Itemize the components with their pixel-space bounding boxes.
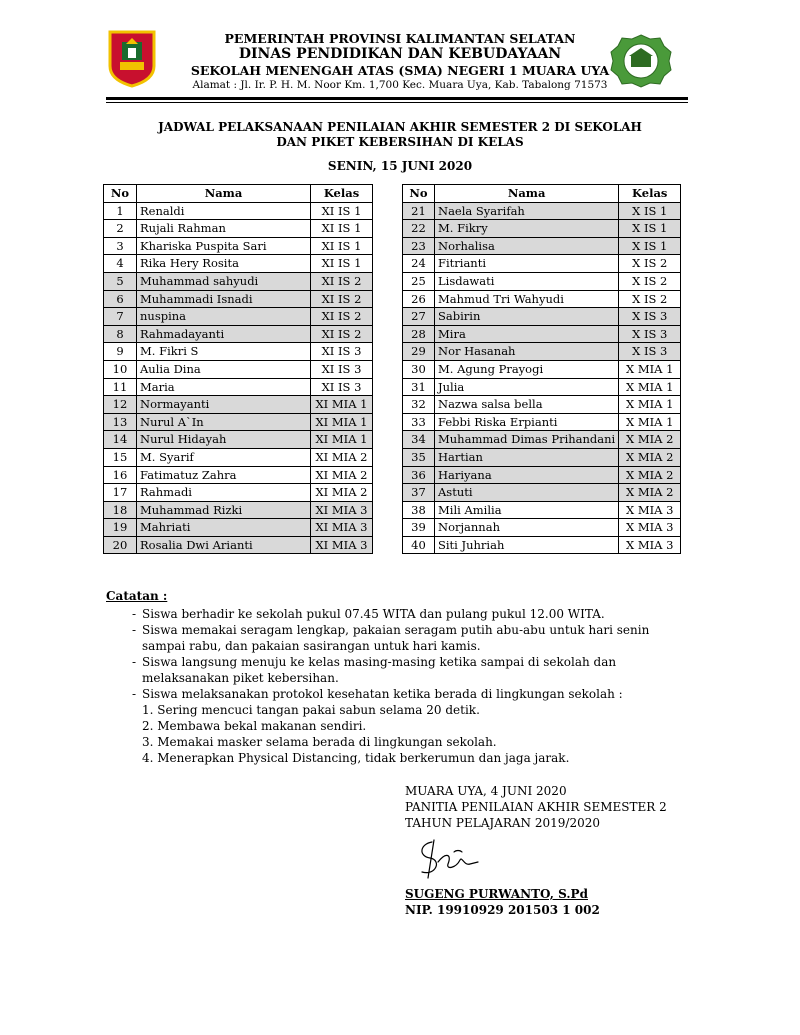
student-class: XI IS 1 [311,255,373,273]
note-item: - Siswa langsung menuju ke kelas masing-masing ketika sampai di sekolah dan melaksanakan piket kebersihan. [106,654,696,686]
row-number: 27 [403,308,435,326]
table-row [104,413,373,431]
student-class: X MIA 2 [619,484,681,502]
table-row [104,308,373,326]
student-name: Mili Amilia [435,501,619,519]
table-row [403,308,681,326]
student-name: Nurul A`In [137,413,311,431]
student-class: XI MIA 1 [311,413,373,431]
student-class: XI IS 2 [311,290,373,308]
notes-heading: Catatan : [106,589,168,603]
student-name: Normayanti [137,396,311,414]
column-header-no: No [104,185,137,203]
note-item: - Siswa memakai seragam lengkap, pakaian seragam putih abu-abu untuk hari senin sampai rabu, dan pakaian sasirangan untuk hari kamis. [106,622,696,654]
row-number: 21 [403,202,435,220]
student-class: X IS 3 [619,343,681,361]
student-name: Mahriati [137,519,311,537]
student-name: Naela Syarifah [435,202,619,220]
student-class: XI IS 3 [311,360,373,378]
column-header-nama: Nama [137,185,311,203]
table-row [403,237,681,255]
row-number: 18 [104,501,137,519]
row-number: 15 [104,448,137,466]
student-class: X MIA 3 [619,501,681,519]
student-class: X MIA 1 [619,378,681,396]
student-class: XI IS 1 [311,237,373,255]
row-number: 32 [403,396,435,414]
table-row [104,536,373,554]
roster-table-right [402,184,681,554]
student-name: Rujali Rahman [137,220,311,238]
student-name: M. Fikri S [137,343,311,361]
row-number: 26 [403,290,435,308]
student-class: XI MIA 1 [311,431,373,449]
student-name: Maria [137,378,311,396]
row-number: 2 [104,220,137,238]
student-class: XI IS 2 [311,272,373,290]
table-row [403,396,681,414]
row-number: 35 [403,448,435,466]
signature-committee: PANITIA PENILAIAN AKHIR SEMESTER 2 [405,800,667,814]
student-class: XI MIA 1 [311,396,373,414]
table-row [104,272,373,290]
table-row [403,290,681,308]
note-item: - Siswa melaksanakan protokol kesehatan ketika berada di lingkungan sekolah : [106,686,696,702]
student-class: XI IS 1 [311,220,373,238]
protocol-item: 4. Menerapkan Physical Distancing, tidak berkerumun dan jaga jarak. [142,751,570,765]
protocol-item: 2. Membawa bekal makanan sendiri. [142,719,367,733]
table-row [403,272,681,290]
student-name: Muhammad Dimas Prihandani [435,431,619,449]
table-header-row [104,185,373,203]
signature-name: SUGENG PURWANTO, S.Pd [405,887,588,901]
student-name: Fatimatuz Zahra [137,466,311,484]
student-class: X MIA 1 [619,413,681,431]
table-row [104,325,373,343]
row-number: 39 [403,519,435,537]
row-number: 5 [104,272,137,290]
student-name: nuspina [137,308,311,326]
row-number: 7 [104,308,137,326]
table-row [104,431,373,449]
row-number: 11 [104,378,137,396]
student-class: XI IS 1 [311,202,373,220]
row-number: 13 [104,413,137,431]
table-row [104,378,373,396]
student-name: Norhalisa [435,237,619,255]
table-row [403,413,681,431]
row-number: 29 [403,343,435,361]
row-number: 20 [104,536,137,554]
table-header-row [403,185,681,203]
student-class: X MIA 1 [619,396,681,414]
student-class: X IS 2 [619,255,681,273]
table-row [403,448,681,466]
student-class: X MIA 3 [619,519,681,537]
table-row [104,237,373,255]
table-row [403,466,681,484]
student-name: Siti Juhriah [435,536,619,554]
row-number: 8 [104,325,137,343]
header-government: PEMERINTAH PROVINSI KALIMANTAN SELATAN [224,31,576,46]
row-number: 19 [104,519,137,537]
row-number: 10 [104,360,137,378]
row-number: 9 [104,343,137,361]
student-name: M. Agung Prayogi [435,360,619,378]
student-name: Rosalia Dwi Arianti [137,536,311,554]
header-school: SEKOLAH MENENGAH ATAS (SMA) NEGERI 1 MUARA UYA [190,63,610,78]
row-number: 23 [403,237,435,255]
student-class: XI MIA 3 [311,519,373,537]
student-class: X MIA 2 [619,431,681,449]
row-number: 33 [403,413,435,431]
student-class: X IS 1 [619,220,681,238]
student-name: Mira [435,325,619,343]
student-class: X MIA 2 [619,466,681,484]
student-name: Hariyana [435,466,619,484]
table-row [403,501,681,519]
table-row [403,202,681,220]
table-row [403,255,681,273]
column-header-no: No [403,185,435,203]
note-item: - Siswa berhadir ke sekolah pukul 07.45 WITA dan pulang pukul 12.00 WITA. [106,606,696,622]
notes-section [106,588,696,766]
student-name: Nor Hasanah [435,343,619,361]
student-name: M. Fikry [435,220,619,238]
row-number: 22 [403,220,435,238]
table-row [104,501,373,519]
row-number: 16 [104,466,137,484]
row-number: 3 [104,237,137,255]
table-row [104,466,373,484]
student-class: X MIA 3 [619,536,681,554]
row-number: 34 [403,431,435,449]
table-row [104,290,373,308]
row-number: 31 [403,378,435,396]
row-number: 28 [403,325,435,343]
table-row [104,448,373,466]
signature-nip: NIP. 19910929 201503 1 002 [405,903,600,917]
table-row [403,519,681,537]
table-row [403,360,681,378]
student-class: X IS 2 [619,272,681,290]
student-name: Muhammad sahyudi [137,272,311,290]
student-name: Hartian [435,448,619,466]
student-class: X IS 1 [619,202,681,220]
student-name: Rahmadayanti [137,325,311,343]
student-name: Nurul Hidayah [137,431,311,449]
table-row [403,484,681,502]
table-row [104,396,373,414]
roster-table-left [103,184,373,554]
doc-date: SENIN, 15 JUNI 2020 [327,159,473,173]
student-name: Astuti [435,484,619,502]
table-row [104,255,373,273]
student-name: Aulia Dina [137,360,311,378]
row-number: 6 [104,290,137,308]
header-department: DINAS PENDIDIKAN DAN KEBUDAYAAN [238,46,562,62]
student-class: XI IS 2 [311,308,373,326]
row-number: 14 [104,431,137,449]
student-class: XI IS 2 [311,325,373,343]
student-name: Rahmadi [137,484,311,502]
header-address: Alamat : Jl. Ir. P. H. M. Noor Km. 1,700 Kec. Muara Uya, Kab. Tabalong 71573 [192,79,608,91]
doc-title-line2: DAN PIKET KEBERSIHAN DI KELAS [276,135,524,149]
student-name: Rika Hery Rosita [137,255,311,273]
student-name: Norjannah [435,519,619,537]
student-name: Muhammadi Isnadi [137,290,311,308]
row-number: 1 [104,202,137,220]
row-number: 12 [104,396,137,414]
student-name: Lisdawati [435,272,619,290]
table-row [403,325,681,343]
table-row [104,484,373,502]
student-class: XI IS 3 [311,378,373,396]
student-name: Julia [435,378,619,396]
student-class: XI MIA 3 [311,536,373,554]
student-name: Sabirin [435,308,619,326]
student-name: M. Syarif [137,448,311,466]
student-name: Mahmud Tri Wahyudi [435,290,619,308]
student-name: Khariska Puspita Sari [137,237,311,255]
row-number: 4 [104,255,137,273]
signature-year: TAHUN PELAJARAN 2019/2020 [405,816,600,830]
table-row [104,343,373,361]
row-number: 17 [104,484,137,502]
letterhead-rule-thick [106,97,688,100]
table-row [403,431,681,449]
doc-title-line1: JADWAL PELAKSANAAN PENILAIAN AKHIR SEMESTER 2 DI SEKOLAH [158,120,642,134]
table-row [403,536,681,554]
row-number: 37 [403,484,435,502]
row-number: 24 [403,255,435,273]
column-header-kelas: Kelas [311,185,373,203]
row-number: 40 [403,536,435,554]
protocol-item: 1. Sering mencuci tangan pakai sabun selama 20 detik. [142,703,480,717]
student-class: X IS 2 [619,290,681,308]
row-number: 36 [403,466,435,484]
table-row [403,343,681,361]
student-name: Fitrianti [435,255,619,273]
letterhead-rule-thin [106,102,688,103]
table-row [104,220,373,238]
column-header-kelas: Kelas [619,185,681,203]
table-row [403,378,681,396]
table-row [104,519,373,537]
table-row [104,360,373,378]
table-row [403,220,681,238]
row-number: 38 [403,501,435,519]
student-class: X IS 1 [619,237,681,255]
student-class: XI MIA 2 [311,484,373,502]
student-class: XI MIA 3 [311,501,373,519]
student-class: XI MIA 2 [311,448,373,466]
student-class: X MIA 2 [619,448,681,466]
student-name: Febbi Riska Erpianti [435,413,619,431]
student-class: X IS 3 [619,325,681,343]
signature-place-date: MUARA UYA, 4 JUNI 2020 [405,784,567,798]
protocol-item: 3. Memakai masker selama berada di lingkungan sekolah. [142,735,497,749]
table-row [104,202,373,220]
row-number: 25 [403,272,435,290]
handwritten-signature [412,832,482,882]
student-name: Nazwa salsa bella [435,396,619,414]
student-class: XI IS 3 [311,343,373,361]
student-name: Renaldi [137,202,311,220]
student-class: X IS 3 [619,308,681,326]
row-number: 30 [403,360,435,378]
student-name: Muhammad Rizki [137,501,311,519]
student-class: XI MIA 2 [311,466,373,484]
column-header-nama: Nama [435,185,619,203]
student-class: X MIA 1 [619,360,681,378]
